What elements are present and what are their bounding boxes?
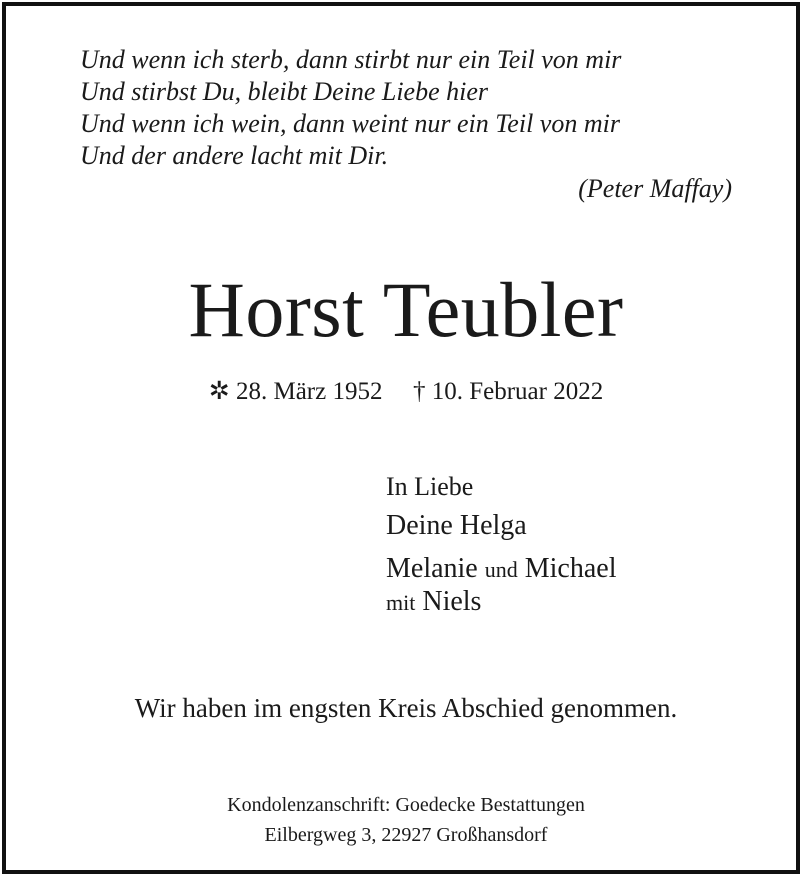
farewell-text: Wir haben im engsten Kreis Abschied genommen. — [134, 693, 678, 723]
birth-date: 28. März 1952 — [235, 378, 383, 405]
mourner-line — [386, 584, 766, 621]
mourner-melanie: Melanie — [386, 553, 478, 584]
mourners-block — [386, 470, 766, 621]
mourners-intro: In Liebe — [386, 472, 474, 501]
condolence-address — [6, 790, 800, 850]
deceased-name: Horst Teubler — [188, 266, 624, 353]
birth-star-icon: ✲ — [208, 378, 230, 405]
mourner-line — [386, 508, 766, 544]
mourner-helga: Deine Helga — [386, 510, 527, 541]
mourner-connector: mit — [386, 590, 416, 615]
poem-line: Und stirbst Du, bleibt Deine Liebe hier — [80, 77, 489, 106]
mourner-michael: Michael — [524, 553, 617, 584]
poem-block — [80, 44, 740, 205]
condolence-line: Kondolenzanschrift: Goedecke Bestattungen — [227, 794, 585, 816]
condolence-line: Eilbergweg 3, 22927 Großhansdorf — [264, 824, 548, 846]
death-date: 10. Februar 2022 — [431, 378, 604, 405]
poem-author: (Peter Maffay) — [578, 174, 732, 203]
poem-line: Und wenn ich wein, dann weint nur ein Teil von mir — [80, 109, 620, 138]
death-cross-icon: † — [412, 378, 426, 405]
notice-frame — [2, 2, 800, 874]
poem-line: Und der andere lacht mit Dir. — [80, 141, 389, 170]
life-dates — [6, 376, 800, 408]
mourner-connector: und — [484, 557, 518, 582]
mourner-niels: Niels — [422, 586, 482, 617]
mourner-line — [386, 551, 766, 588]
poem-line: Und wenn ich sterb, dann stirbt nur ein Teil von mir — [80, 45, 622, 74]
